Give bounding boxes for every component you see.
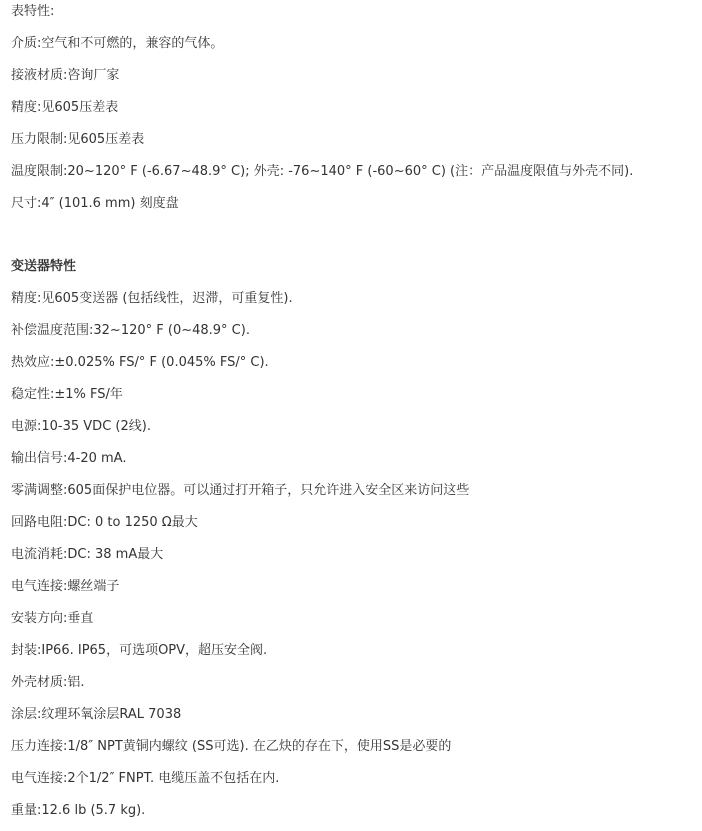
spec-enclosure-rating: 封装:IP66. IP65，可选项OPV，超压安全阀. [11, 643, 268, 658]
spec-output-signal: 输出信号:4-20 mA. [11, 451, 127, 466]
section-spacer [11, 224, 699, 255]
spec-housing-material: 外壳材质:铝. [11, 675, 85, 690]
spec-mounting-orientation: 安装方向:垂直 [11, 611, 94, 626]
spec-electrical-terminals: 电气连接:螺丝端子 [11, 579, 120, 594]
spec-weight: 重量:12.6 lb (5.7 kg). [11, 803, 146, 818]
meter-specs-heading: 表特性: [11, 4, 55, 19]
spec-wetted-materials: 接液材质:咨询厂家 [11, 68, 120, 83]
spec-loop-resistance: 回路电阻:DC: 0 to 1250 Ω最大 [11, 515, 198, 530]
spec-process-connection: 压力连接:1/8″ NPT黄铜内螺纹 (SS可选). 在乙炔的存在下，使用SS是必要的 [11, 739, 452, 754]
spec-temperature-limit: 温度限制:20~120° F (-6.67~48.9° C); 外壳: -76~140° F (-60~60° C) (注：产品温度限值与外壳不同). [11, 164, 634, 179]
spec-electrical-connection: 电气连接:2个1/2″ FNPT. 电缆压盖不包括在内. [11, 771, 280, 786]
spec-document [11, 0, 699, 831]
spec-stability: 稳定性:±1% FS/年 [11, 387, 123, 402]
spec-thermal-effect: 热效应:±0.025% FS/° F (0.045% FS/° C). [11, 355, 269, 370]
spec-accuracy: 精度:见605压差表 [11, 100, 119, 115]
spec-size: 尺寸:4″ (101.6 mm) 刻度盘 [11, 196, 179, 211]
spec-transmitter-accuracy: 精度:见605变送器 (包括线性，迟滞，可重复性). [11, 291, 293, 306]
spec-medium: 介质:空气和不可燃的，兼容的气体。 [11, 36, 224, 51]
spec-current-consumption: 电流消耗:DC: 38 mA最大 [11, 547, 164, 562]
spec-coating: 涂层:纹理环氧涂层RAL 7038 [11, 707, 182, 722]
spec-compensated-temp-range: 补偿温度范围:32~120° F (0~48.9° C). [11, 323, 250, 338]
spec-power-supply: 电源:10-35 VDC (2线). [11, 419, 151, 434]
spec-zero-span-adjust: 零满调整:605面保护电位器。可以通过打开箱子，只允许进入安全区来访问这些 [11, 483, 470, 498]
transmitter-specs-heading: 变送器特性 [11, 259, 77, 274]
spec-pressure-limit: 压力限制:见605压差表 [11, 132, 145, 147]
